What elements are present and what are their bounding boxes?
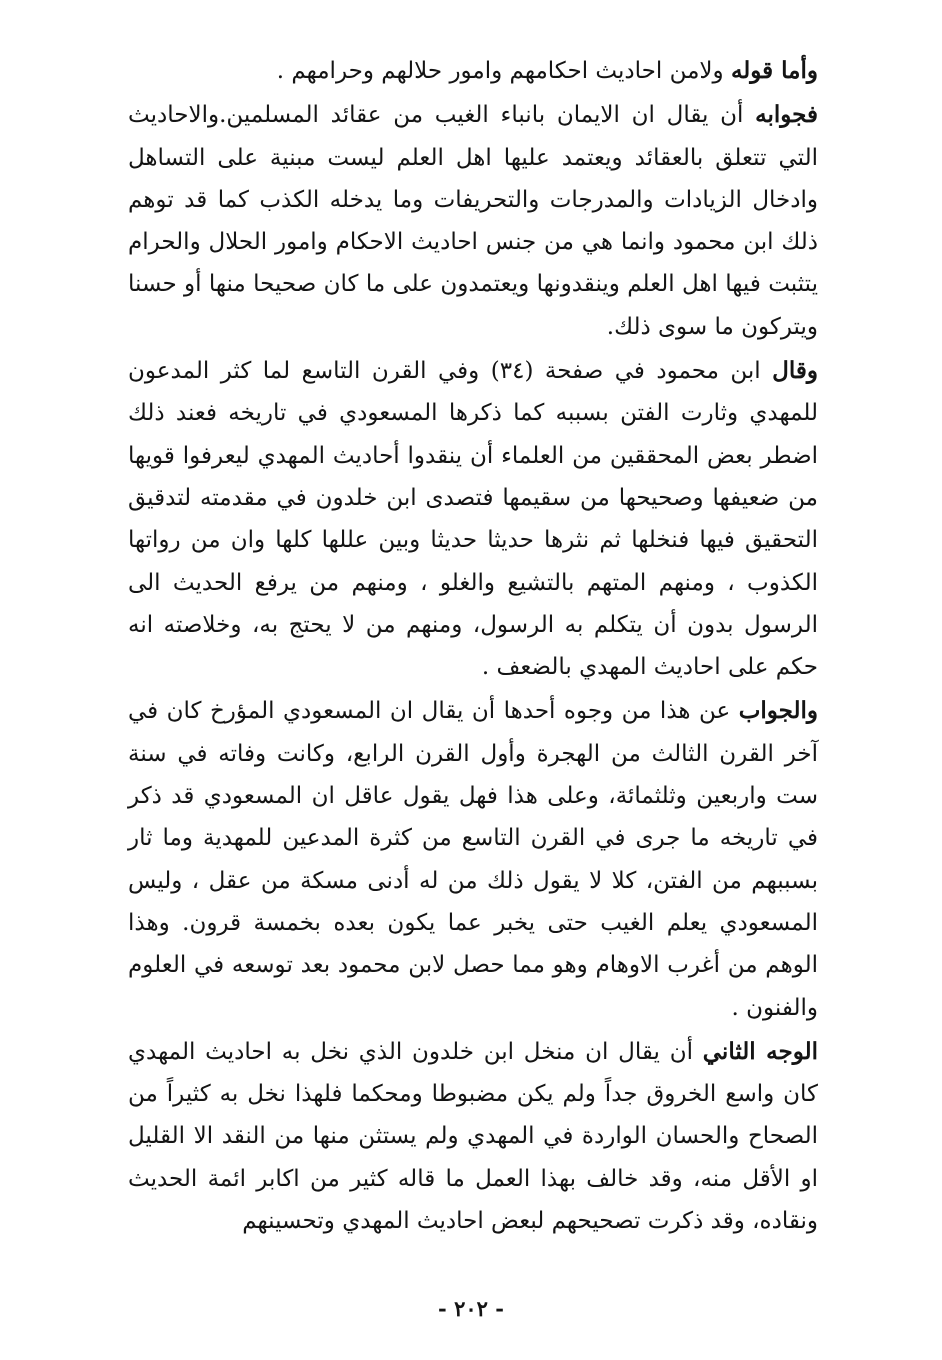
page-number: - ٢٠٢ - [438,1296,504,1321]
paragraph-lead: الوجه الثاني [702,1037,818,1065]
paragraph-2 [128,94,818,348]
paragraph-4 [128,690,818,1028]
paragraph-lead: وقال [772,357,818,385]
document-page [128,50,818,1242]
paragraph-text: ولامن احاديث احكامهم وامور حلالهم وحرامهم . [276,58,731,84]
paragraph-text: أن يقال ان الايمان بانباء الغيب من عقائد المسلمين.والاحاديث التي تتعلق بالعقائد ويعتمد عليها اهل العلم ليست مبنية على التساهل وادخال الزيادات والمدرجات والتحريفات وما يدخله الكذب كما قد توهم ذلك ابن محمود وانما هي من جنس احاديث الاحكام وامور الحلال والحرام يتثبت فيها اهل العلم وينقدونها ويعتمدون على ما كان صحيحا منها أو حسنا ويتركون ما سوى ذلك. [128,102,818,340]
paragraph-5 [128,1031,818,1242]
paragraph-lead: وأما قوله [730,57,818,84]
paragraph-text: ابن محمود في صفحة (٣٤) وفي القرن التاسع لما كثر المدعون للمهدي وثارت الفتن بسببه كما ذكرها المسعودي في تاريخه فعند ذلك اضطر بعض المحققين من العلماء أن ينقدوا أحاديث المهدي ليعرفوا قويها من ضعيفها وصحيحها من سقيمها فتصدى ابن خلدون في مقدمته لتدقيق التحقيق فيها فنخلها ثم نثرها حديثا حديثا وبين عللها كلها وان من رواتها الكذوب ، ومنهم المتهم بالتشيع والغلو ، ومنهم من يرفع الحديث الى الرسول بدون أن يتكلم به الرسول، ومنهم من لا يحتج به، وخلاصته انه حكم على احاديث المهدي بالضعف . [128,358,818,681]
paragraph-text: عن هذا من وجوه أحدها أن يقال ان المسعودي المؤرخ كان في آخر القرن الثالث من الهجرة وأول القرن الرابع، وكانت وفاته في سنة ست واربعين وثلثمائة، وعلى هذا فهل يقول عاقل ان المسعودي قد ذكر في تاريخه ما جرى في القرن التاسع من كثرة المدعين للمهدية وما ثار بسببهم من الفتن، كلا لا يقول ذلك من له أدنى مسكة من عقل ، وليس المسعودي يعلم الغيب حتى يخبر عما يكون بعده بخمسة قرون. وهذا الوهم من أغرب الاوهام وهو مما حصل لابن محمود بعد توسعه في العلوم والفنون . [128,698,818,1021]
paragraph-3 [128,350,818,688]
paragraph-text: أن يقال ان منخل ابن خلدون الذي نخل به احاديث المهدي كان واسع الخروق جداً ولم يكن مضبوطا ومحكما فلهذا نخل به كثيراً من الصحاح والحسان الواردة في المهدي ولم يستثن منها من النقد الا القليل او الأقل منه، وقد خالف بهذا العمل ما قاله كثير من اكابر ائمة الحديث ونقاده، وقد ذكرت تصحيحهم لبعض احاديث المهدي وتحسينهم [128,1038,819,1235]
paragraph-lead: فجوابه [755,101,818,129]
paragraph-lead: والجواب [738,697,818,725]
paragraph-1 [128,50,818,92]
